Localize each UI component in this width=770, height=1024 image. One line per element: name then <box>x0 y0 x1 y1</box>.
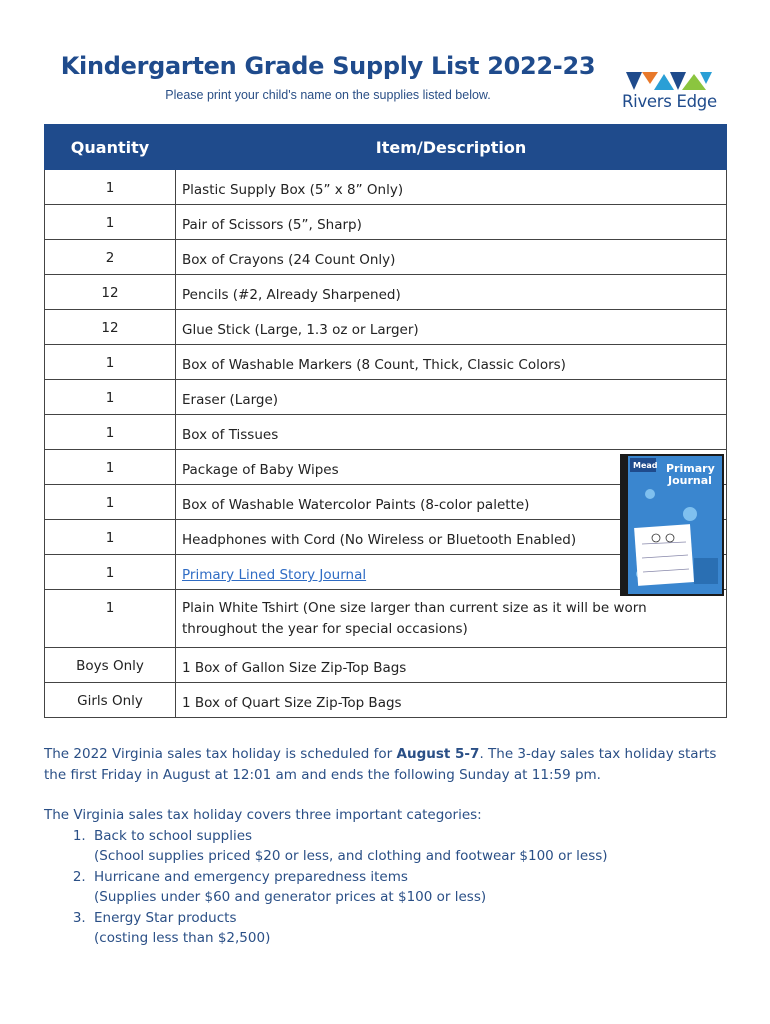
table-row <box>45 380 727 415</box>
table-row <box>45 240 727 275</box>
quantity-cell: 1 <box>45 380 176 415</box>
item-cell: Eraser (Large) <box>176 380 727 415</box>
item-cell: Pencils (#2, Already Sharpened) <box>176 275 727 310</box>
quantity-cell: Girls Only <box>45 683 176 718</box>
category-detail: (Supplies under $60 and generator prices at $100 or less) <box>94 889 487 905</box>
quantity-cell: 12 <box>45 275 176 310</box>
list-item <box>90 826 724 867</box>
table-row <box>45 415 727 450</box>
table-header-row <box>45 125 727 170</box>
categories-intro: The Virginia sales tax holiday covers three important categories: <box>44 807 482 823</box>
quantity-cell: 2 <box>45 240 176 275</box>
quantity-cell: Boys Only <box>45 648 176 683</box>
journal-cover-image <box>620 454 724 596</box>
item-cell: Pair of Scissors (5”, Sharp) <box>176 205 727 240</box>
quantity-cell: 1 <box>45 485 176 520</box>
quantity-cell: 1 <box>45 205 176 240</box>
category-title: 1. Back to school supplies <box>94 827 253 844</box>
category-detail: (costing less than $2,500) <box>94 930 271 946</box>
item-cell: Plain White Tshirt (One size larger than current size as it will be worn throughout the year for special occasions) <box>176 590 727 648</box>
tax-holiday-notes <box>44 744 724 949</box>
item-cell: Box of Washable Watercolor Paints (8-color palette) <box>176 485 727 520</box>
category-detail: (School supplies priced $20 or less, and clothing and footwear $100 or less) <box>94 848 608 864</box>
item-cell: Box of Washable Markers (8 Count, Thick, Classic Colors) <box>176 345 727 380</box>
journal-title-line2: Journal <box>668 474 712 487</box>
primary-journal-link[interactable]: Primary Lined Story Journal <box>182 567 367 583</box>
table-row <box>45 683 727 718</box>
quantity-cell: 1 <box>45 415 176 450</box>
item-cell: Headphones with Cord (No Wireless or Bluetooth Enabled) <box>176 520 727 555</box>
tax-holiday-paragraph <box>44 744 724 785</box>
table-row <box>45 310 727 345</box>
logo-text: Rivers Edge <box>622 92 717 111</box>
tax-dates: August 5-7 <box>396 746 480 762</box>
quantity-cell: 1 <box>45 520 176 555</box>
quantity-cell: 1 <box>45 170 176 205</box>
table-row <box>45 590 727 648</box>
quantity-cell: 12 <box>45 310 176 345</box>
page-title: Kindergarten Grade Supply List 2022-23 <box>60 52 596 80</box>
item-cell: Plastic Supply Box (5” x 8” Only) <box>176 170 727 205</box>
quantity-cell: 1 <box>45 555 176 590</box>
item-cell: Box of Tissues <box>176 415 727 450</box>
item-cell: 1 Box of Quart Size Zip-Top Bags <box>176 683 727 718</box>
item-cell: Box of Crayons (24 Count Only) <box>176 240 727 275</box>
page-subtitle: Please print your child's name on the supplies listed below. <box>165 88 491 102</box>
item-cell: Glue Stick (Large, 1.3 oz or Larger) <box>176 310 727 345</box>
table-row <box>45 648 727 683</box>
categories-list <box>44 826 724 949</box>
quantity-cell: 1 <box>45 345 176 380</box>
list-item <box>90 908 724 949</box>
tax-rest-text: . The 3-day sales tax holiday starts the first Friday in August at 12:01 am and ends the following Sunday at 11:59 pm. <box>44 746 717 783</box>
journal-brand: Mead <box>633 461 658 470</box>
supply-table <box>44 124 727 718</box>
table-row <box>45 170 727 205</box>
table-row <box>45 345 727 380</box>
item-cell: 1 Box of Gallon Size Zip-Top Bags <box>176 648 727 683</box>
category-title: 3. Energy Star products <box>94 909 237 926</box>
table-row <box>45 205 727 240</box>
category-title: 2. Hurricane and emergency preparedness items <box>94 868 408 885</box>
list-item <box>90 867 724 908</box>
column-header-item: Item/Description <box>176 125 727 170</box>
journal-title-line1: Primary <box>666 462 715 475</box>
quantity-cell: 1 <box>45 450 176 485</box>
tax-intro-text: The 2022 Virginia sales tax holiday is scheduled for <box>44 746 397 762</box>
table-row <box>45 275 727 310</box>
item-cell: Package of Baby Wipes <box>176 450 727 485</box>
quantity-cell: 1 <box>45 590 176 648</box>
column-header-quantity: Quantity <box>45 125 176 170</box>
